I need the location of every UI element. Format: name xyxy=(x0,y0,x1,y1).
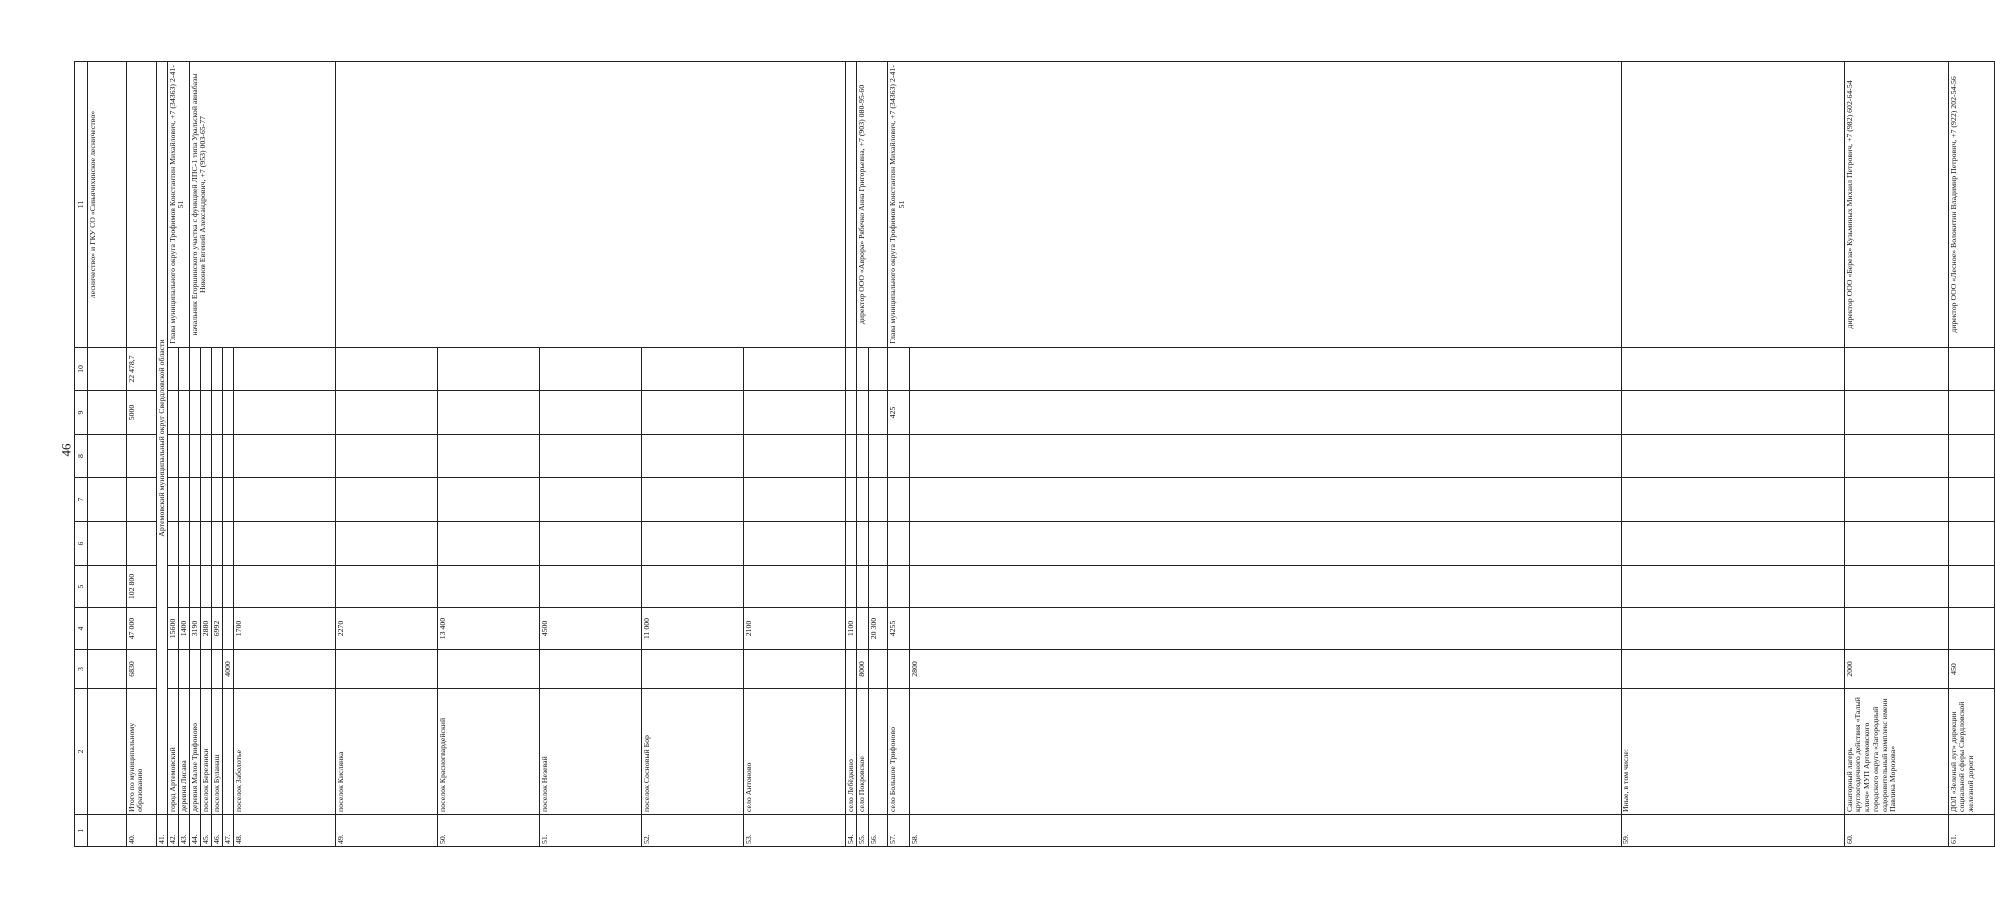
settlement-name: поселок Заболотье xyxy=(234,689,336,815)
settlement-name: поселок Буланаш xyxy=(212,689,223,815)
value-cell xyxy=(168,348,179,391)
value-cell xyxy=(1949,478,1995,522)
value-cell: 6830 xyxy=(127,650,157,689)
value-cell xyxy=(190,650,201,689)
settlement-name: поселок Сосновый Бор xyxy=(642,689,744,815)
value-cell xyxy=(190,478,201,522)
value-cell: 20 300 xyxy=(869,608,888,650)
value-cell xyxy=(1949,608,1995,650)
value-cell xyxy=(744,650,846,689)
value-cell xyxy=(201,435,212,478)
table-row xyxy=(1949,62,1995,847)
value-cell xyxy=(1949,348,1995,391)
value-cell xyxy=(744,478,846,522)
value-cell xyxy=(234,478,336,522)
row-number: 56. xyxy=(869,815,888,847)
value-cell xyxy=(857,391,869,435)
value-cell xyxy=(223,348,234,391)
value-cell xyxy=(1621,478,1845,522)
settlement-name: город Артемовский xyxy=(168,689,179,815)
value-cell xyxy=(201,650,212,689)
value-cell xyxy=(179,348,190,391)
total-row xyxy=(127,62,157,847)
value-cell xyxy=(642,348,744,391)
value-cell xyxy=(168,566,179,608)
table-row xyxy=(168,62,179,847)
contact-cell: директор ООО «Аврора» Рябечко Анна Григорьевна, +7 (903) 080-95-60 xyxy=(857,62,888,348)
value-cell: 47 000 xyxy=(127,608,157,650)
value-cell xyxy=(910,391,1621,435)
row-number: 47. xyxy=(223,815,234,847)
value-cell xyxy=(1621,650,1845,689)
value-cell: 8000 xyxy=(857,650,869,689)
settlement-name: деревня Малое Трифоново xyxy=(190,689,201,815)
value-cell xyxy=(179,435,190,478)
value-cell xyxy=(438,348,540,391)
value-cell xyxy=(336,391,438,435)
settlement-name: село Большое Трифоново xyxy=(888,689,910,815)
row-number: 57. xyxy=(888,815,910,847)
value-cell: 450 xyxy=(1949,650,1995,689)
value-cell xyxy=(212,566,223,608)
page-number: 46 xyxy=(58,443,74,457)
value-cell xyxy=(540,348,642,391)
value-cell xyxy=(179,391,190,435)
value-cell xyxy=(1845,566,1949,608)
document-table xyxy=(74,61,1995,847)
value-cell xyxy=(1621,522,1845,566)
header-cell: 7 xyxy=(75,478,88,522)
value-cell xyxy=(179,478,190,522)
value-cell xyxy=(910,435,1621,478)
settlement-name: поселок Березники xyxy=(201,689,212,815)
row-number: 42. xyxy=(168,815,179,847)
value-cell xyxy=(336,478,438,522)
value-cell xyxy=(168,435,179,478)
value-cell xyxy=(234,348,336,391)
contact-cell: начальник Егоршинского участка с функцией ЛПС-1 типа Уральской авиабазы Никонов Евгений Александрович, +7 (953) 003-65-77 xyxy=(190,62,336,348)
value-cell xyxy=(869,650,888,689)
settlement-name: Иные, в том числе: xyxy=(1621,689,1845,815)
value-cell xyxy=(642,478,744,522)
value-cell xyxy=(168,650,179,689)
value-cell xyxy=(869,478,888,522)
value-cell xyxy=(190,566,201,608)
table-row xyxy=(190,62,201,847)
value-cell xyxy=(201,522,212,566)
settlement-name: поселок Красногвардейский xyxy=(438,689,540,815)
value-cell xyxy=(744,348,846,391)
table-row xyxy=(540,62,642,847)
value-cell xyxy=(1949,391,1995,435)
row-number: 49. xyxy=(336,815,438,847)
value-cell xyxy=(540,391,642,435)
value-cell xyxy=(857,522,869,566)
table-header-row xyxy=(75,62,88,847)
value-cell xyxy=(212,348,223,391)
value-cell xyxy=(642,650,744,689)
value-cell xyxy=(336,566,438,608)
value-cell xyxy=(642,522,744,566)
value-cell xyxy=(744,566,846,608)
value-cell xyxy=(1621,391,1845,435)
contact-cell: Глава муниципального округа Трофимов Константин Михайлович, +7 (34363) 2-41-51 xyxy=(888,62,1621,348)
value-cell xyxy=(234,650,336,689)
value-cell xyxy=(438,435,540,478)
value-cell xyxy=(234,522,336,566)
settlement-name: село Лебёдкино xyxy=(846,689,857,815)
value-cell xyxy=(223,566,234,608)
header-cell: 11 xyxy=(75,62,88,348)
value-cell xyxy=(336,650,438,689)
row-number: 41. xyxy=(157,815,168,847)
value-cell: 4255 xyxy=(888,608,910,650)
value-cell xyxy=(201,566,212,608)
value-cell xyxy=(234,435,336,478)
value-cell xyxy=(888,478,910,522)
value-cell xyxy=(857,348,869,391)
value-cell xyxy=(1845,348,1949,391)
value-cell: 102 800 xyxy=(127,566,157,608)
header-cell: 8 xyxy=(75,435,88,478)
value-cell xyxy=(910,348,1621,391)
value-cell: 425 xyxy=(888,391,910,435)
row-number: 46. xyxy=(212,815,223,847)
contact-cell xyxy=(846,62,857,348)
row-number: 58. xyxy=(910,815,1621,847)
value-cell: 2800 xyxy=(910,650,1621,689)
value-cell xyxy=(846,566,857,608)
row-number: 60. xyxy=(1845,815,1949,847)
header-cell: 10 xyxy=(75,348,88,391)
value-cell xyxy=(540,435,642,478)
settlement-name xyxy=(223,689,234,815)
value-cell xyxy=(1845,435,1949,478)
contact-cell: Глава муниципального округа Трофимов Константин Михайлович, +7 (34363) 2-41-51 xyxy=(168,62,190,348)
value-cell xyxy=(438,391,540,435)
row-number: 53. xyxy=(744,815,846,847)
value-cell xyxy=(212,435,223,478)
value-cell xyxy=(857,608,869,650)
value-cell xyxy=(846,478,857,522)
value-cell xyxy=(910,522,1621,566)
value-cell xyxy=(438,650,540,689)
table-row xyxy=(1621,62,1845,847)
value-cell xyxy=(190,522,201,566)
settlement-name: поселок Кислянка xyxy=(336,689,438,815)
value-cell xyxy=(857,435,869,478)
row-number: 45. xyxy=(201,815,212,847)
row-number: 50. xyxy=(438,815,540,847)
table-row xyxy=(88,62,127,847)
table-row xyxy=(857,62,869,847)
value-cell xyxy=(190,391,201,435)
value-cell xyxy=(910,608,1621,650)
row-number: 55. xyxy=(857,815,869,847)
value-cell xyxy=(540,650,642,689)
table-row xyxy=(438,62,540,847)
value-cell xyxy=(1621,608,1845,650)
table-row xyxy=(846,62,857,847)
value-cell xyxy=(234,391,336,435)
value-cell xyxy=(212,391,223,435)
value-cell xyxy=(888,522,910,566)
value-cell xyxy=(540,566,642,608)
value-cell xyxy=(1949,435,1995,478)
value-cell xyxy=(179,566,190,608)
continuation-text: лесничество» и ГКУ СО «Сињячихинское лесничество» xyxy=(88,62,127,348)
settlement-name: деревня Лисава xyxy=(179,689,190,815)
value-cell xyxy=(212,522,223,566)
header-cell: 6 xyxy=(75,522,88,566)
value-cell: 4000 xyxy=(223,650,234,689)
value-cell xyxy=(846,650,857,689)
value-cell xyxy=(201,478,212,522)
settlement-name: Санаторный лагерь круглогодичного действия «Талый ключ» МУП Артемовского городского округа «Загородный оздоровительный комплекс имени Павлика Морозова» xyxy=(1845,689,1949,815)
value-cell xyxy=(888,650,910,689)
value-cell: 2100 xyxy=(744,608,846,650)
value-cell xyxy=(642,435,744,478)
value-cell xyxy=(888,435,910,478)
value-cell xyxy=(869,435,888,478)
value-cell xyxy=(869,391,888,435)
settlement-name: поселок Незевай xyxy=(540,689,642,815)
settlement-name: село Антоново xyxy=(744,689,846,815)
value-cell: 6992 xyxy=(212,608,223,650)
header-cell: 4 xyxy=(75,608,88,650)
value-cell: 1400 xyxy=(179,608,190,650)
header-cell: 2 xyxy=(75,689,88,815)
value-cell xyxy=(336,348,438,391)
value-cell xyxy=(642,566,744,608)
value-cell xyxy=(888,566,910,608)
settlement-name: ДОЛ «Зеленый луг» дирекции социальной сферы Свердловской железной дороги xyxy=(1949,689,1995,815)
header-cell: 1 xyxy=(75,815,88,847)
value-cell xyxy=(857,566,869,608)
value-cell xyxy=(869,348,888,391)
table-row xyxy=(744,62,846,847)
row-number: 48. xyxy=(234,815,336,847)
settlement-name: село Покровское xyxy=(857,689,869,815)
value-cell xyxy=(223,608,234,650)
value-cell xyxy=(846,348,857,391)
value-cell xyxy=(201,391,212,435)
value-cell xyxy=(168,478,179,522)
value-cell xyxy=(540,522,642,566)
value-cell xyxy=(190,435,201,478)
value-cell xyxy=(1949,522,1995,566)
table-row xyxy=(642,62,744,847)
header-cell: 3 xyxy=(75,650,88,689)
value-cell xyxy=(1845,391,1949,435)
contact-cell: директор ООО «Береза» Кузьминых Михаил Петрович, +7 (982) 602-64-54 xyxy=(1845,62,1949,348)
value-cell xyxy=(168,522,179,566)
row-number: 40. xyxy=(127,815,157,847)
value-cell xyxy=(910,478,1621,522)
value-cell: 4500 xyxy=(540,608,642,650)
value-cell: 15600 xyxy=(168,608,179,650)
value-cell xyxy=(642,391,744,435)
settlement-name xyxy=(869,689,888,815)
value-cell: 5000 xyxy=(127,391,157,435)
value-cell xyxy=(223,435,234,478)
value-cell xyxy=(744,522,846,566)
value-cell xyxy=(1845,608,1949,650)
value-cell xyxy=(201,348,212,391)
value-cell xyxy=(846,522,857,566)
district-title: Артемовский муниципальный округ Свердловской области xyxy=(157,62,168,815)
table-row xyxy=(888,62,910,847)
contact-cell: директор ООО «Лесное» Волокитин Владимир Петрович, +7 (922) 202-54-56 xyxy=(1949,62,1995,348)
value-cell xyxy=(1621,435,1845,478)
value-cell xyxy=(857,478,869,522)
value-cell xyxy=(1621,566,1845,608)
row-number: 61. xyxy=(1949,815,1995,847)
table-row xyxy=(1845,62,1949,847)
value-cell xyxy=(168,391,179,435)
value-cell xyxy=(888,348,910,391)
header-cell: 9 xyxy=(75,391,88,435)
value-cell: 1100 xyxy=(846,608,857,650)
value-cell xyxy=(223,391,234,435)
district-row xyxy=(157,62,168,847)
value-cell xyxy=(234,566,336,608)
value-cell xyxy=(223,522,234,566)
value-cell xyxy=(179,522,190,566)
value-cell xyxy=(1845,478,1949,522)
value-cell: 22 478,7 xyxy=(127,348,157,391)
settlement-name: Итого по муниципальному образованию xyxy=(127,689,157,815)
value-cell xyxy=(910,566,1621,608)
header-cell: 5 xyxy=(75,566,88,608)
value-cell xyxy=(869,522,888,566)
value-cell xyxy=(212,650,223,689)
value-cell xyxy=(744,391,846,435)
value-cell: 11 000 xyxy=(642,608,744,650)
value-cell xyxy=(212,478,223,522)
value-cell xyxy=(846,391,857,435)
value-cell xyxy=(336,435,438,478)
value-cell xyxy=(179,650,190,689)
value-cell xyxy=(336,522,438,566)
value-cell: 2270 xyxy=(336,608,438,650)
value-cell: 2880 xyxy=(201,608,212,650)
settlement-name xyxy=(910,689,1621,815)
value-cell xyxy=(438,522,540,566)
value-cell: 2000 xyxy=(1845,650,1949,689)
row-number: 54. xyxy=(846,815,857,847)
value-cell xyxy=(1949,566,1995,608)
value-cell: 13 400 xyxy=(438,608,540,650)
value-cell xyxy=(223,478,234,522)
value-cell xyxy=(846,435,857,478)
value-cell xyxy=(744,435,846,478)
value-cell: 1700 xyxy=(234,608,336,650)
value-cell xyxy=(190,348,201,391)
value-cell xyxy=(540,478,642,522)
value-cell: 3190 xyxy=(190,608,201,650)
row-number: 44. xyxy=(190,815,201,847)
value-cell xyxy=(438,566,540,608)
rotated-page-content xyxy=(74,62,1976,847)
value-cell xyxy=(869,566,888,608)
table-row xyxy=(336,62,438,847)
row-number: 51. xyxy=(540,815,642,847)
value-cell xyxy=(1845,522,1949,566)
value-cell xyxy=(1621,348,1845,391)
row-number: 43. xyxy=(179,815,190,847)
value-cell xyxy=(438,478,540,522)
row-number: 52. xyxy=(642,815,744,847)
row-number: 59. xyxy=(1621,815,1845,847)
